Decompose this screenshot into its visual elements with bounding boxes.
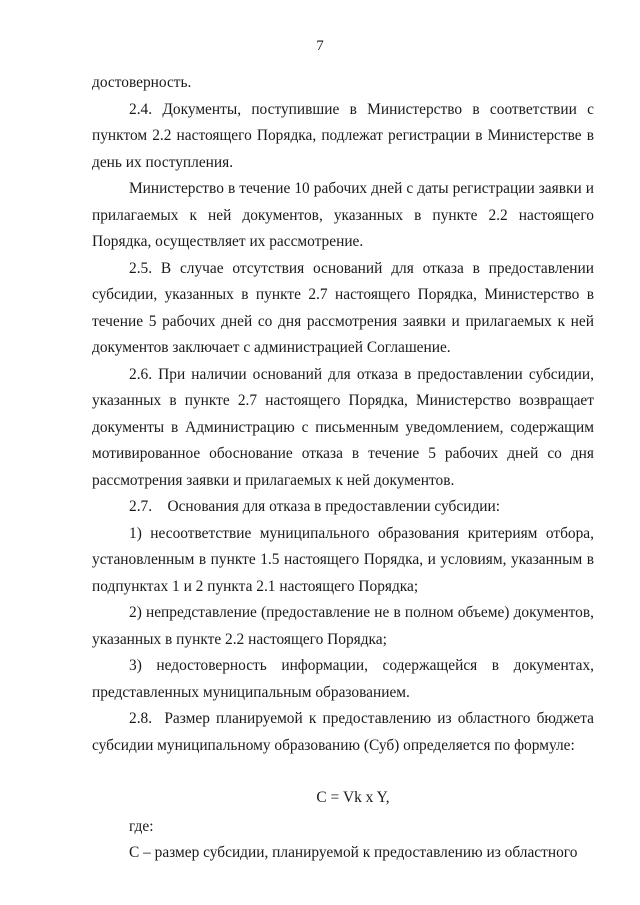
formula: С = Vk x Y, bbox=[316, 789, 390, 806]
list-item-2: 2) непредставление (предоставление не в полном объеме) документов, указанных в пункте 2.2 настоящего Порядка; bbox=[92, 604, 594, 648]
definition-c: С – размер субсидии, планируемой к предоставлению из областного bbox=[129, 844, 578, 861]
list-item-1: 1) несоответствие муниципального образования критериям отбора, установленным в пункте 1.5 настоящего Порядка, и условиям, указанным в подпунктах 1 и 2 пункта 2.1 настоящего Порядка; bbox=[92, 524, 594, 595]
paragraph-2-6: 2.6. При наличии оснований для отказа в предоставлении субсидии, указанных в пункте 2.7 настоящего Порядка, Министерство возвращает документы в Администрацию с письменным уведомлением, содержащим мотивированное обоснование отказа в течение 5 рабочих дней со дня рассмотрения заявки и прилагаемых к ней документов. bbox=[92, 365, 594, 489]
paragraph-review: Министерство в течение 10 рабочих дней с даты регистрации заявки и прилагаемых к ней документов, указанных в пункте 2.2 настоящего Порядка, осуществляет их рассмотрение. bbox=[92, 180, 594, 250]
document-body bbox=[92, 70, 598, 867]
paragraph-continuation: достоверность. bbox=[92, 74, 192, 91]
page-number: 7 bbox=[316, 38, 324, 54]
list-item-3: 3) недостоверность информации, содержащейся в документах, представленных муниципальным образованием. bbox=[92, 657, 594, 701]
where-label: где: bbox=[129, 817, 154, 835]
paragraph-2-4: 2.4. Документы, поступившие в Министерство в соответствии с пунктом 2.2 настоящего Порядка, подлежат регистрации в Министерстве в день их поступления. bbox=[92, 100, 594, 171]
paragraph-2-5: 2.5. В случае отсутствия оснований для отказа в предоставлении субсидии, указанных в пункте 2.7 настоящего Порядка, Министерство в течение 5 рабочих дней со дня рассмотрения заявки и прилагаемых к ней документов заключает с администрацией Соглашение. bbox=[92, 259, 594, 356]
paragraph-2-8: 2.8. Размер планируемой к предоставлению из областного бюджета субсидии муниципальному образованию (Суб) определяется по формуле: bbox=[92, 710, 598, 754]
paragraph-2-7: 2.7. Основания для отказа в предоставлении субсидии: bbox=[129, 498, 501, 515]
